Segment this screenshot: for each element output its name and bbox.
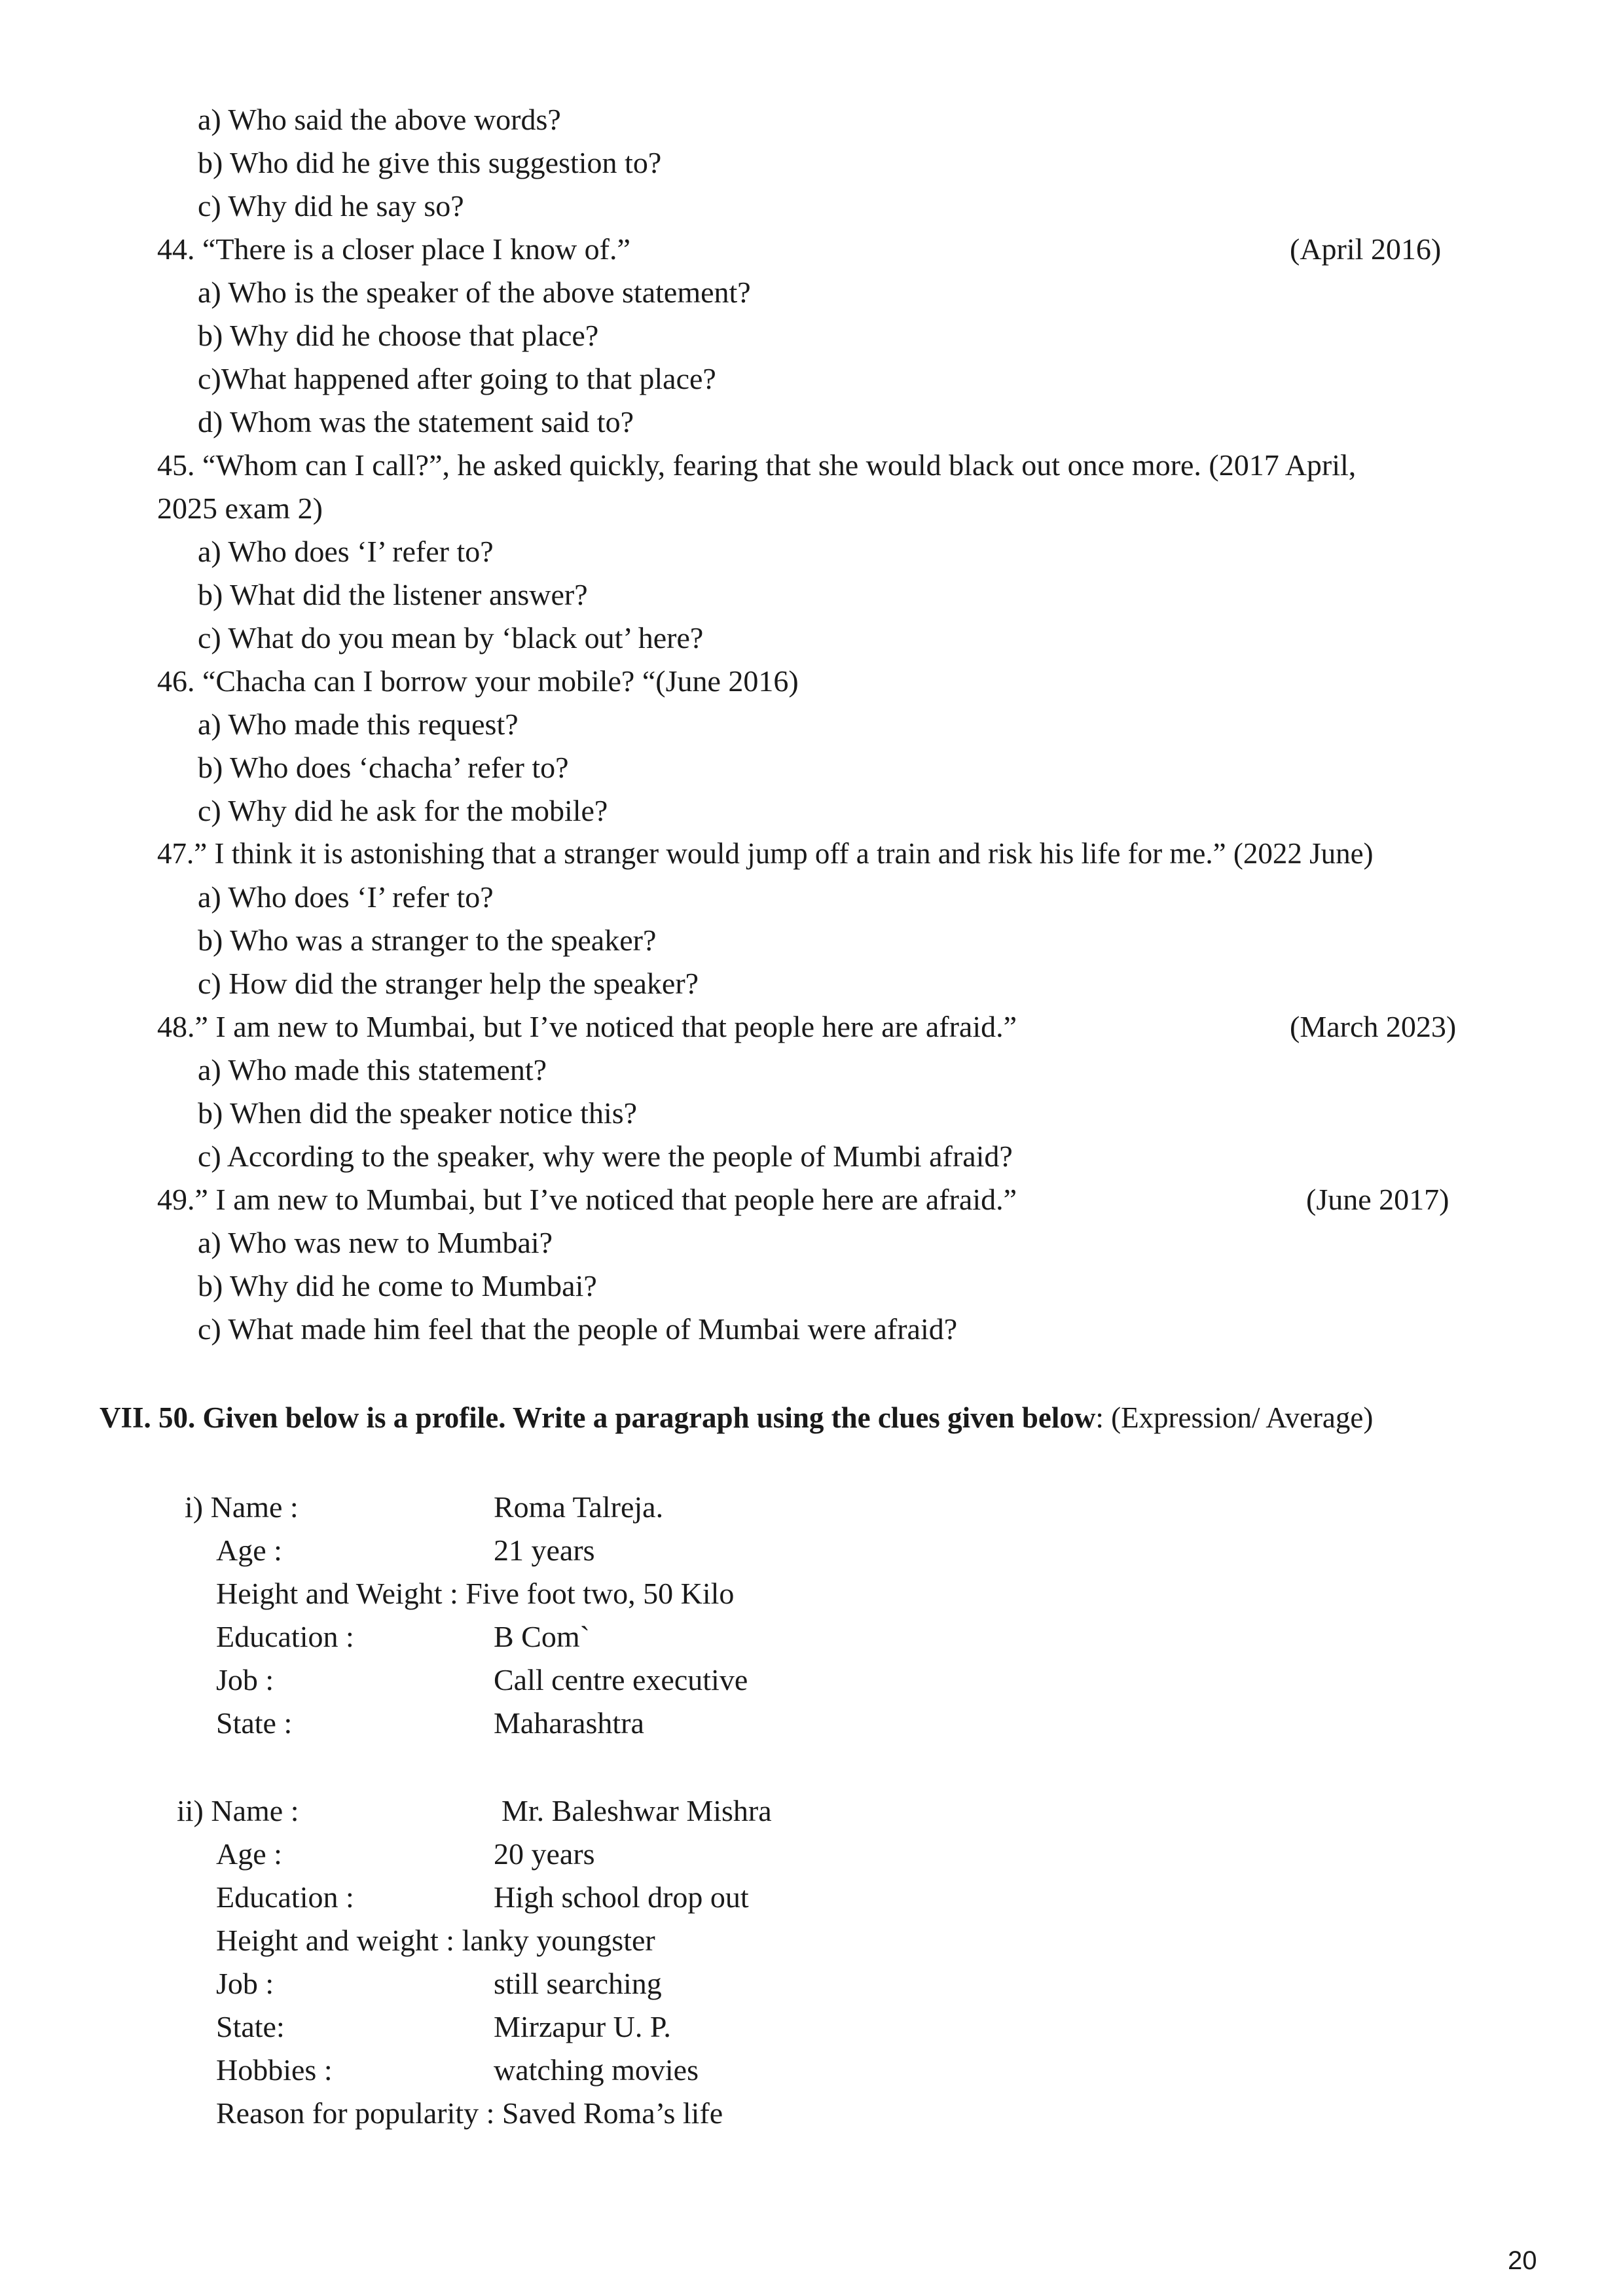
q43-sub-c: c) Why did he say so? [198,189,464,223]
q44-sub-c: c)What happened after going to that place? [198,362,716,395]
profile2-label-education: Education : [216,1880,354,1914]
q45-sub-a: a) Who does ‘I’ refer to? [198,535,494,568]
profile2-value-age: 20 years [494,1837,595,1871]
section-heading-rest: : (Expression/ Average) [1095,1401,1374,1434]
profile1-label-state: State : [216,1706,293,1740]
q48-sub-c: c) According to the speaker, why were the people of Mumbi afraid? [198,1139,1013,1173]
profile2-value-state: Mirzapur U. P. [494,2010,671,2043]
profile1-value-education: B Com` [494,1620,590,1653]
q49-question: 49.” I am new to Mumbai, but I’ve noticed that people here are afraid.” [157,1183,1017,1216]
page-number: 20 [1508,2246,1537,2275]
q48-sub-b: b) When did the speaker notice this? [198,1096,638,1130]
profile2-value-job: still searching [494,1967,662,2000]
profile1-value-age: 21 years [494,1534,595,1567]
profile1-label-job: Job : [216,1663,274,1696]
q47-sub-b: b) Who was a stranger to the speaker? [198,924,657,957]
profile1-value-name: Roma Talreja. [494,1490,664,1524]
profile2-label-age: Age : [216,1837,282,1871]
profile1-label-name: i) Name : [185,1490,299,1524]
q43-sub-b: b) Who did he give this suggestion to? [198,146,662,179]
section-heading [100,1403,1373,1433]
profile2-label-name: ii) Name : [177,1794,299,1827]
profile1-value-job: Call centre executive [494,1663,748,1696]
q44-sub-b: b) Why did he choose that place? [198,319,599,352]
q44-sub-d: d) Whom was the statement said to? [198,405,634,439]
q47-sub-c: c) How did the stranger help the speaker? [198,967,699,1000]
profile2-value-education: High school drop out [494,1880,749,1914]
profile2-reason-for-popularity: Reason for popularity : Saved Roma’s life [216,2096,723,2130]
q48-sub-a: a) Who made this statement? [198,1053,547,1086]
q46-sub-c: c) Why did he ask for the mobile? [198,794,608,827]
profile2-value-name: Mr. Baleshwar Mishra [501,1794,772,1827]
q44-source: (April 2016) [1290,232,1442,266]
q45-question-line2: 2025 exam 2) [157,492,323,525]
profile2-label-job: Job : [216,1967,274,2000]
q49-sub-b: b) Why did he come to Mumbai? [198,1269,597,1302]
q44-sub-a: a) Who is the speaker of the above statement? [198,276,751,309]
q47-question: 47.” I think it is astonishing that a stranger would jump off a train and risk his life for me.” (2022 June) [157,837,1374,870]
q49-sub-c: c) What made him feel that the people of Mumbai were afraid? [198,1312,958,1346]
q48-question: 48.” I am new to Mumbai, but I’ve noticed that people here are afraid.” [157,1010,1017,1043]
q48-source: (March 2023) [1290,1010,1457,1043]
profile2-height-weight: Height and weight : lanky youngster [216,1924,655,1957]
profile1-value-state: Maharashtra [494,1706,644,1740]
q43-sub-a: a) Who said the above words? [198,103,561,136]
q46-sub-b: b) Who does ‘chacha’ refer to? [198,751,569,784]
q47-sub-a: a) Who does ‘I’ refer to? [198,880,494,914]
q49-sub-a: a) Who was new to Mumbai? [198,1226,553,1259]
profile2-label-hobbies: Hobbies : [216,2053,333,2087]
q46-question: 46. “Chacha can I borrow your mobile? “(June 2016) [157,664,799,698]
profile1-label-education: Education : [216,1620,354,1653]
section-heading-bold: VII. 50. Given below is a profile. Write a paragraph using the clues given below [100,1401,1096,1434]
q45-sub-b: b) What did the listener answer? [198,578,588,611]
q45-question-line1: 45. “Whom can I call?”, he asked quickly, fearing that she would black out once more. (2017 April, [157,448,1357,482]
profile1-label-age: Age : [216,1534,282,1567]
profile2-label-state: State: [216,2010,285,2043]
profile1-height-weight: Height and Weight : Five foot two, 50 Kilo [216,1577,735,1610]
q46-sub-a: a) Who made this request? [198,708,519,741]
q45-sub-c: c) What do you mean by ‘black out’ here? [198,621,704,655]
q49-source: (June 2017) [1306,1183,1450,1216]
q44-question: 44. “There is a closer place I know of.” [157,232,630,266]
profile2-value-hobbies: watching movies [494,2053,699,2087]
